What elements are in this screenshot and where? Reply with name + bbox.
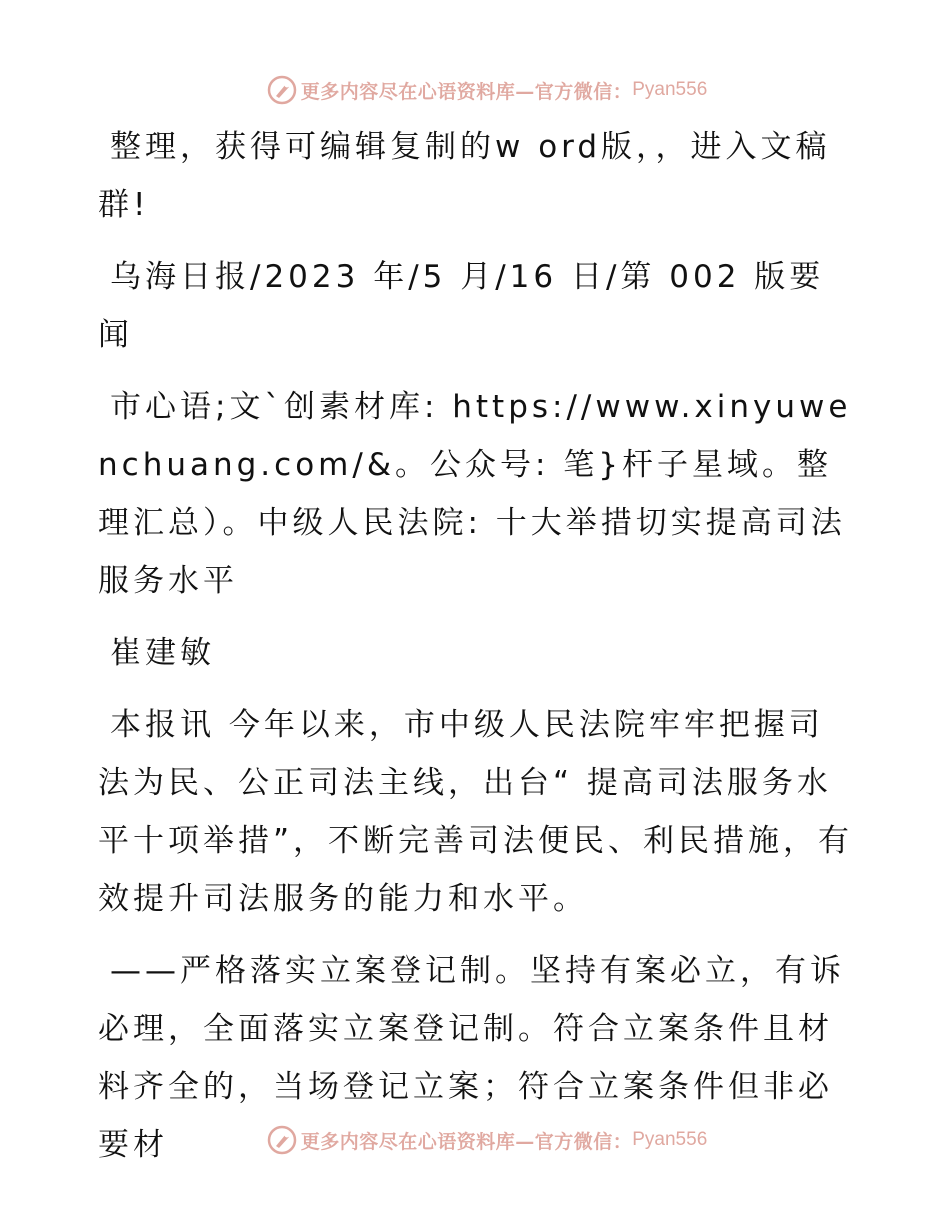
paragraph-author: 崔建敏 xyxy=(110,635,215,671)
paragraph-lead: 本报讯 今年以来，市中级人民法院牢牢把握司法为民、公正司法主线，出台“ 提高司法服务水平十项举措”，不断完善司法便民、利民措施，有效提升司法服务的能力和水平。 xyxy=(98,707,854,917)
banner-wechat-id: Pyan556 xyxy=(632,1129,708,1150)
paragraph-intro: 整理，获得可编辑复制的w ord版，，进入文稿群! xyxy=(98,129,831,223)
banner-wechat-id: Pyan556 xyxy=(632,79,708,100)
banner-text: 更多内容尽在心语资料库—官方微信： xyxy=(300,80,633,103)
paragraph-source: 乌海日报/2023 年/5 月/16 日/第 002 版要闻 xyxy=(98,259,825,353)
document-body xyxy=(98,118,858,1188)
pen-nib-icon xyxy=(267,1125,297,1155)
banner-text: 更多内容尽在心语资料库—官方微信： xyxy=(300,1130,633,1153)
paragraph-title: 市心语;文`创素材库: https://www.xinyuwenchuang.com/&。公众号: 笔}杆子星域。整理汇总）。中级人民法院: 十大举措切实提高司法服务水平 xyxy=(98,389,852,599)
pen-nib-icon xyxy=(267,75,297,105)
footer-banner xyxy=(0,1120,950,1160)
header-banner xyxy=(0,70,950,110)
paragraph-measure-1: ——严格落实立案登记制。坚持有案必立，有诉必理，全面落实立案登记制。符合立案条件且材料齐全的，当场登记立案；符合立案条件但非必要材 xyxy=(98,953,845,1163)
